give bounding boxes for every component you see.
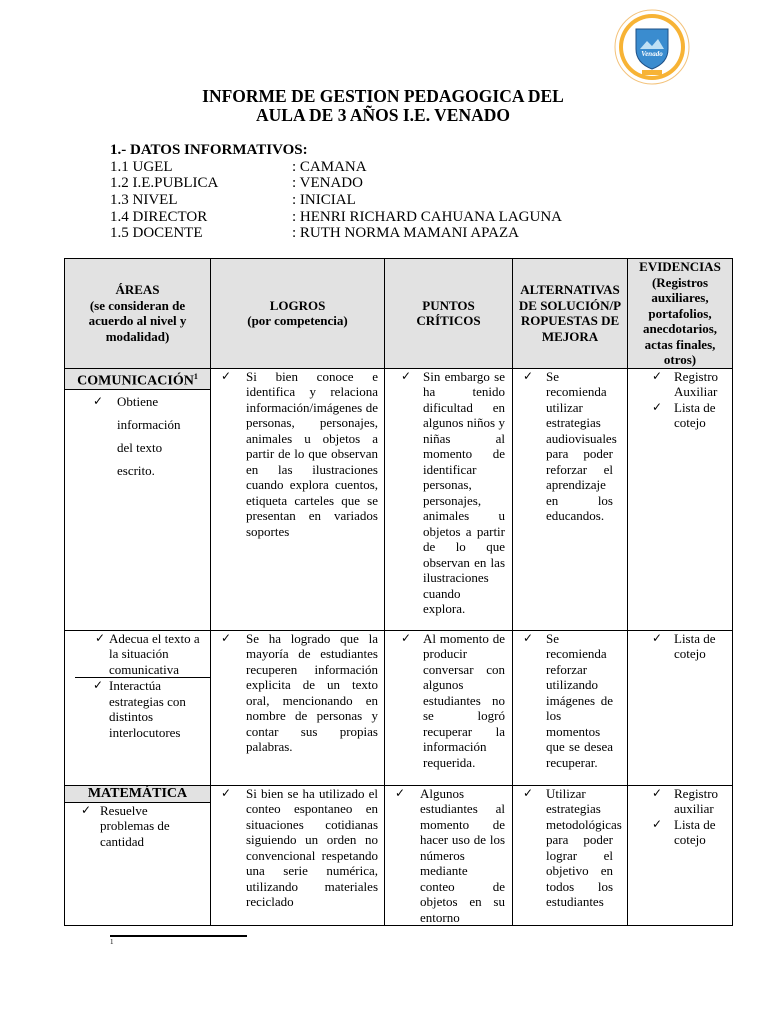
punto-cell xyxy=(385,368,513,630)
header-logros-subtitle: (por competencia) xyxy=(247,313,348,329)
check-icon: ✓ xyxy=(81,802,92,817)
table-row xyxy=(65,630,733,785)
check-icon: ✓ xyxy=(523,785,534,800)
info-label: 1.5 DOCENTE xyxy=(110,225,203,242)
header-puntos-text: PUNTOS CRÍTICOS xyxy=(416,297,481,329)
header-alternativas xyxy=(513,259,628,369)
logo-text: Venado xyxy=(641,50,663,58)
logro-text: Si bien se ha utilizado el conteo espontaneo en situaciones cotidianas siguiendo un orden no convencional respetando una serie numérica, utilizando materiales reciclado xyxy=(246,785,378,909)
check-icon: ✓ xyxy=(93,678,104,692)
header-areas xyxy=(65,259,211,369)
area-heading: MATEMÁTICA xyxy=(65,786,210,803)
evidence-text: Lista de cotejo xyxy=(674,399,716,430)
check-icon: ✓ xyxy=(652,816,663,831)
evidencias-cell xyxy=(628,630,733,785)
punto-text: Al momento de producir conversar con algunos estudiantes no se logró recuperar la información requerida. xyxy=(423,630,505,770)
header-areas-title: ÁREAS xyxy=(115,282,160,298)
footnote-ref: 1 xyxy=(193,371,198,381)
punto-cell xyxy=(385,630,513,785)
area-heading-text: COMUNICACIÓN xyxy=(77,373,194,389)
info-value: : RUTH NORMA MAMANI APAZA xyxy=(292,225,519,242)
info-label: 1.3 NIVEL xyxy=(110,192,178,209)
info-row xyxy=(110,158,367,176)
check-icon: ✓ xyxy=(395,785,406,800)
table-header-row xyxy=(65,259,733,369)
logro-item xyxy=(211,369,384,540)
evidence-text: Lista de cotejo xyxy=(674,816,716,847)
info-heading: 1.- DATOS INFORMATIVOS: xyxy=(110,142,308,158)
table-row xyxy=(65,368,733,630)
header-puntos-criticos xyxy=(385,259,513,369)
title-line-1: INFORME DE GESTION PEDAGOGICA DEL xyxy=(202,86,564,106)
logro-cell xyxy=(211,785,385,926)
alternativa-text: Se recomienda reforzar utilizando imágenes de los momentos que se desea recuperar. xyxy=(546,630,613,770)
header-evidencias-subtitle: (Registros auxiliares, portafolios, anecdotarios, actas finales, otros) xyxy=(642,274,718,367)
footnote-separator xyxy=(110,935,247,937)
pedagogical-report-table xyxy=(64,258,733,926)
competency-item xyxy=(75,390,210,482)
info-value: : VENADO xyxy=(292,175,363,192)
header-areas-subtitle: (se consideran de acuerdo al nivel y modalidad) xyxy=(88,297,187,344)
header-evidencias-title: EVIDENCIAS xyxy=(639,259,721,274)
alternativa-item xyxy=(513,369,627,524)
evidence-item xyxy=(628,631,732,662)
logro-cell xyxy=(211,630,385,785)
evidence-item xyxy=(628,817,732,848)
punto-item xyxy=(385,631,512,771)
competency-text: Interactúa estrategias con distintos interlocutores xyxy=(109,678,186,740)
header-logros xyxy=(211,259,385,369)
header-logros-title: LOGROS xyxy=(269,297,326,313)
info-label: 1.4 DIRECTOR xyxy=(110,208,208,225)
check-icon: ✓ xyxy=(652,368,663,383)
evidencias-cell xyxy=(628,368,733,630)
logro-text: Si bien conoce e identifica y relaciona información/imágenes de personas, personajes, animales u objetos a partir de lo que observan en las ilustraciones cuando explora cuentos, etiqueta carteles que se presentan en variados soportes xyxy=(246,368,378,539)
logro-text: Se ha logrado que la mayoría de estudiantes recuperen información explicita de un texto oral, mencionando en nombre de personas y contar sus propias palabras. xyxy=(246,630,378,754)
evidence-item xyxy=(628,400,732,431)
evidence-item xyxy=(628,369,732,400)
title-line-2: AULA DE 3 AÑOS I.E. VENADO xyxy=(256,105,510,125)
check-icon: ✓ xyxy=(401,630,412,645)
check-icon: ✓ xyxy=(221,368,232,383)
info-value: : HENRI RICHARD CAHUANA LAGUNA xyxy=(292,208,562,225)
punto-cell xyxy=(385,785,513,926)
check-icon: ✓ xyxy=(401,368,412,383)
info-value: : CAMANA xyxy=(292,158,367,175)
check-icon: ✓ xyxy=(652,785,663,800)
competency-item xyxy=(75,803,210,850)
check-icon: ✓ xyxy=(93,394,104,409)
check-icon: ✓ xyxy=(95,630,106,645)
document-title xyxy=(0,87,768,125)
evidence-text: Registro auxiliar xyxy=(674,785,719,816)
competency-text: Obtiene información del texto escrito. xyxy=(117,394,181,479)
logro-item xyxy=(211,631,384,755)
info-label: 1.1 UGEL xyxy=(110,158,173,175)
logro-item xyxy=(211,786,384,910)
alternativa-item xyxy=(513,631,627,771)
alternativa-text: Utilizar estrategias metodológicas para poder lograr el objetivo en todos los estudiantes xyxy=(546,785,622,909)
info-row xyxy=(110,192,356,209)
table-row xyxy=(65,785,733,926)
competency-item xyxy=(65,631,210,678)
area-cell xyxy=(65,785,211,926)
alternativa-cell xyxy=(513,785,628,926)
alternativa-text: Se recomienda utilizar estrategias audiovisuales para poder reforzar el aprendizaje en los educandos. xyxy=(546,368,617,523)
alternativa-cell xyxy=(513,368,628,630)
punto-item xyxy=(385,786,512,926)
alternativa-item xyxy=(513,786,627,910)
punto-text: Algunos estudiantes al momento de hacer uso de los números mediante conteo de objetos en su entorno xyxy=(420,785,505,925)
info-row xyxy=(110,175,363,192)
area-heading xyxy=(65,369,210,391)
check-icon: ✓ xyxy=(652,630,663,645)
info-row xyxy=(110,208,562,226)
evidence-text: Lista de cotejo xyxy=(674,630,716,661)
alternativa-cell xyxy=(513,630,628,785)
logro-cell xyxy=(211,368,385,630)
check-icon: ✓ xyxy=(652,399,663,414)
evidencias-cell xyxy=(628,785,733,926)
header-alternativas-text: ALTERNATIVAS DE SOLUCIÓN/PROPUESTAS DE MEJORA xyxy=(518,282,622,344)
check-icon: ✓ xyxy=(221,630,232,645)
area-cell xyxy=(65,630,211,785)
punto-text: Sin embargo se ha tenido dificultad en algunos niños y niñas al momento de identificar personas, personajes, animales u objetos a partir de lo que observan en las ilustraciones cuando explora. xyxy=(423,368,505,616)
check-icon: ✓ xyxy=(523,630,534,645)
check-icon: ✓ xyxy=(523,368,534,383)
info-row xyxy=(110,225,519,242)
footnote-mark: 1 xyxy=(110,938,114,946)
header-evidencias xyxy=(628,259,733,369)
info-value: : INICIAL xyxy=(292,192,356,209)
competency-text: Resuelve problemas de cantidad xyxy=(100,802,170,849)
school-logo xyxy=(614,9,690,85)
informative-data xyxy=(110,142,562,242)
check-icon: ✓ xyxy=(221,785,232,800)
competency-item xyxy=(75,677,210,740)
punto-item xyxy=(385,369,512,617)
competency-text: Adecua el texto a la situación comunicativa xyxy=(109,630,200,677)
evidence-item xyxy=(628,786,732,817)
area-cell xyxy=(65,368,211,630)
evidence-text: Registro Auxiliar xyxy=(674,368,719,399)
info-label: 1.2 I.E.PUBLICA xyxy=(110,175,219,192)
